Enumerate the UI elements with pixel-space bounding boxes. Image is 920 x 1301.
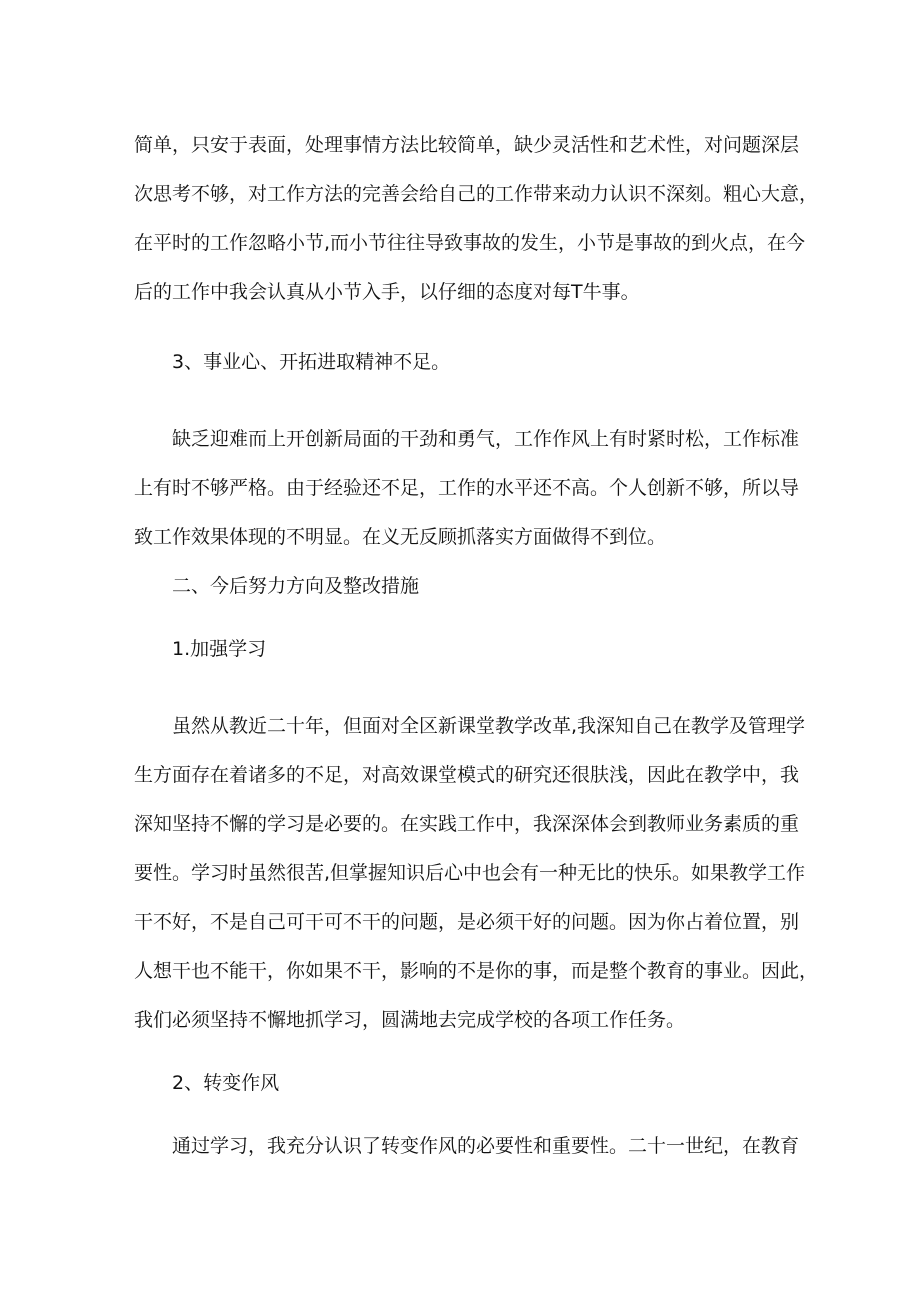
paragraph-line: 上有时不够严格。由于经验还不足，工作的水平还不高。个人创新不够，所以导 [134, 477, 800, 499]
subheading-3: 3、事业心、开拓进取精神不足。 [172, 351, 451, 373]
paragraph-line: 缺乏迎难而上开创新局面的干劲和勇气，工作作风上有时紧时松，工作标准 [172, 428, 800, 450]
paragraph-line: 次思考不够，对工作方法的完善会给自己的工作带来动力认识不深刻。粗心大意， [134, 183, 819, 205]
paragraph-line: 人想干也不能干，你如果不干，影响的不是你的事，而是整个教育的事业。因此， [134, 960, 819, 982]
paragraph-line: 干不好，不是自己可干可不干的问题，是必须干好的问题。因为你占着位置，别 [134, 911, 800, 933]
paragraph-line: 通过学习，我充分认识了转变作风的必要性和重要性。二十一世纪，在教育 [172, 1135, 800, 1157]
paragraph-line: 虽然从教近二十年，但面对全区新课堂教学改革,我深知自己在教学及管理学 [172, 715, 806, 737]
subheading-1: 1.加强学习 [172, 638, 267, 660]
paragraph-line: 生方面存在着诸多的不足，对高效课堂模式的研究还很肤浅，因此在教学中，我 [134, 764, 800, 786]
section-heading: 二、今后努力方向及整改措施 [172, 575, 420, 597]
paragraph-line: 致工作效果体现的不明显。在义无反顾抓落实方面做得不到位。 [134, 526, 667, 548]
paragraph-line: 后的工作中我会认真从小节入手，以仔细的态度对每T牛事。 [134, 281, 640, 303]
paragraph-line: 要性。学习时虽然很苦,但掌握知识后心中也会有一种无比的快乐。如果教学工作 [134, 862, 806, 884]
paragraph-line: 简单，只安于表面，处理事情方法比较简单，缺少灵活性和艺术性，对问题深层 [134, 134, 800, 156]
paragraph-line: 我们必须坚持不懈地抓学习，圆满地去完成学校的各项工作任务。 [134, 1009, 686, 1031]
paragraph-line: 在平时的工作忽略小节,而小节往往导致事故的发生，小节是事故的到火点，在今 [134, 232, 806, 254]
paragraph-line: 深知坚持不懈的学习是必要的。在实践工作中，我深深体会到教师业务素质的重 [134, 813, 800, 835]
subheading-2: 2、转变作风 [172, 1072, 280, 1094]
